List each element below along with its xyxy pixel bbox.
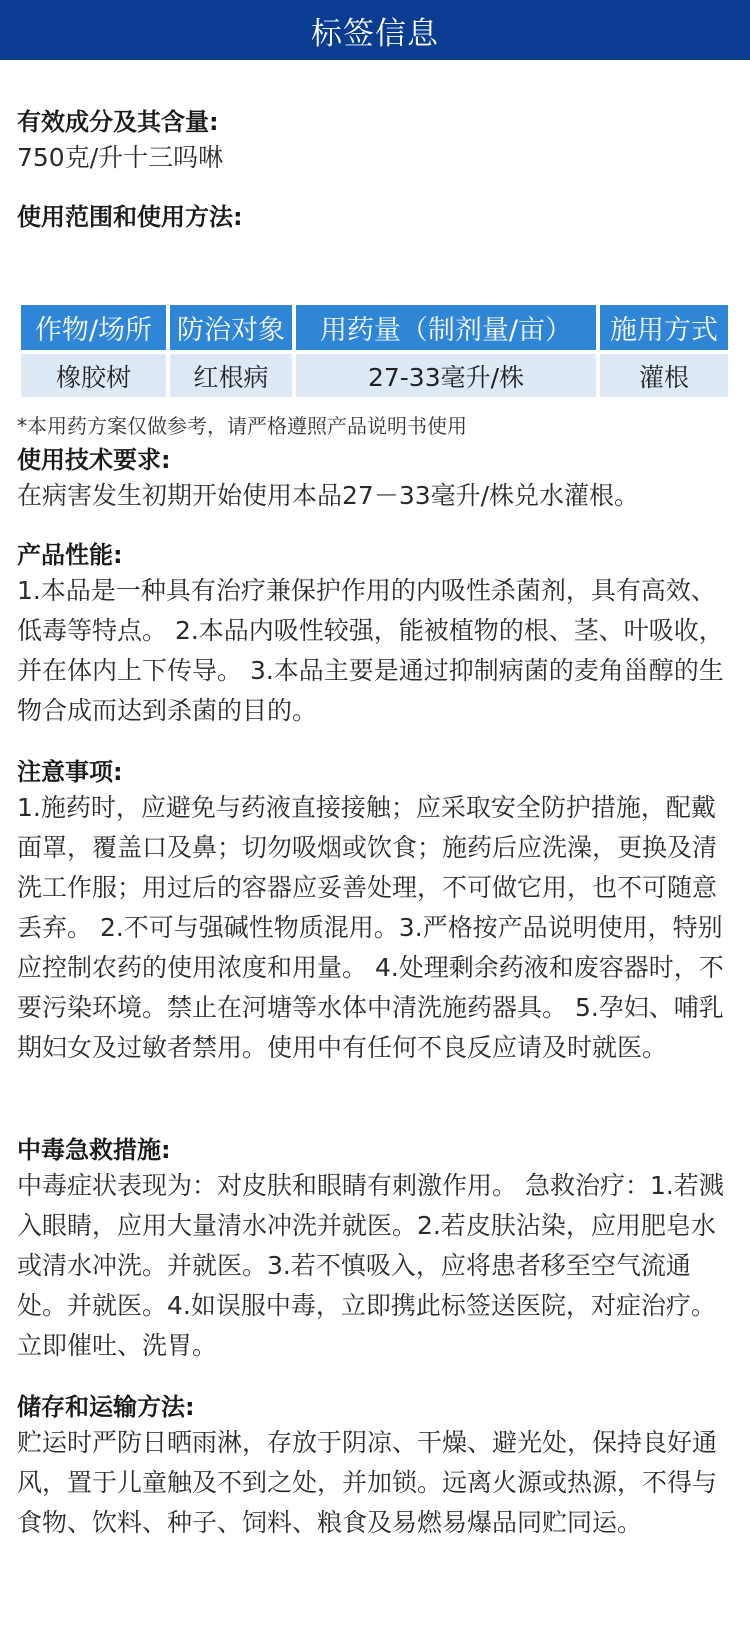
precautions-title: 注意事项:: [17, 758, 123, 786]
table-header-target: 防治对象: [170, 305, 292, 350]
technique-body: 在病害发生初期开始使用本品27－33毫升/株兑水灌根。: [17, 481, 640, 510]
precautions-body: 1.施药时，应避免与药液直接接触；应采取安全防护措施，配戴面罩，覆盖口及鼻；切勿吸烟或饮食；施药后应洗澡，更换及清洗工作服；用过后的容器应妥善处理，不可做它用，也不可随意丢弃。 2.不可与强碱性物质混用。3.严格按产品说明使用，特别应控制农药的使用浓度和用量。 4.处理剩余药液和废容器时，不要污染环境。禁止在河塘等水体中清洗施药器具。 5.孕妇、哺乳期妇女及过敏者禁用。使用中有任何不良反应请及时就医。: [17, 793, 724, 1062]
usage-note: *本用药方案仅做参考，请严格遵照产品说明书使用: [17, 414, 467, 438]
performance-body: 1.本品是一种具有治疗兼保护作用的内吸性杀菌剂，具有高效、低毒等特点。 2.本品内吸性较强，能被植物的根、茎、叶吸收，并在体内上下传导。 3.本品主要是通过抑制病菌的麦角甾醇的生物合成而达到杀菌的目的。: [17, 576, 724, 725]
header-bar: [0, 0, 750, 60]
first-aid-body: 中毒症状表现为：对皮肤和眼睛有刺激作用。 急救治疗：1.若溅入眼睛，应用大量清水冲洗并就医。2.若皮肤沾染，应用肥皂水或清水冲洗。并就医。3.若不慎吸入，应将患者移至空气流通处。并就医。4.如误服中毒，立即携此标签送医院，对症治疗。立即催吐、洗胃。: [17, 1171, 724, 1360]
dosage-table: [17, 301, 732, 401]
table-header-dosage: 用药量（制剂量/亩）: [296, 305, 596, 350]
table-cell-crop: 橡胶树: [21, 354, 166, 397]
storage-body: 贮运时严防日晒雨淋，存放于阴凉、干燥、避光处，保持良好通风，置于儿童触及不到之处，并加锁。远离火源或热源，不得与食物、饮料、种子、饲料、粮食及易燃易爆品同贮同运。: [17, 1428, 718, 1537]
usage-title: 使用范围和使用方法:: [17, 203, 243, 231]
table-row: [21, 354, 728, 397]
table-header-method: 施用方式: [600, 305, 728, 350]
performance-title: 产品性能:: [17, 541, 123, 569]
technique-title: 使用技术要求:: [17, 446, 171, 474]
page-title: 标签信息: [311, 15, 439, 52]
active-ingredient-value: 750克/升十三吗啉: [17, 143, 224, 172]
active-ingredient-title: 有效成分及其含量:: [17, 108, 219, 136]
storage-title: 储存和运输方法:: [17, 1393, 195, 1421]
table-cell-method: 灌根: [600, 354, 728, 397]
first-aid-title: 中毒急救措施:: [17, 1136, 171, 1164]
table-cell-target: 红根病: [170, 354, 292, 397]
table-cell-dosage: 27-33毫升/株: [296, 354, 596, 397]
table-header-row: [21, 305, 728, 350]
table-header-crop: 作物/场所: [21, 305, 166, 350]
